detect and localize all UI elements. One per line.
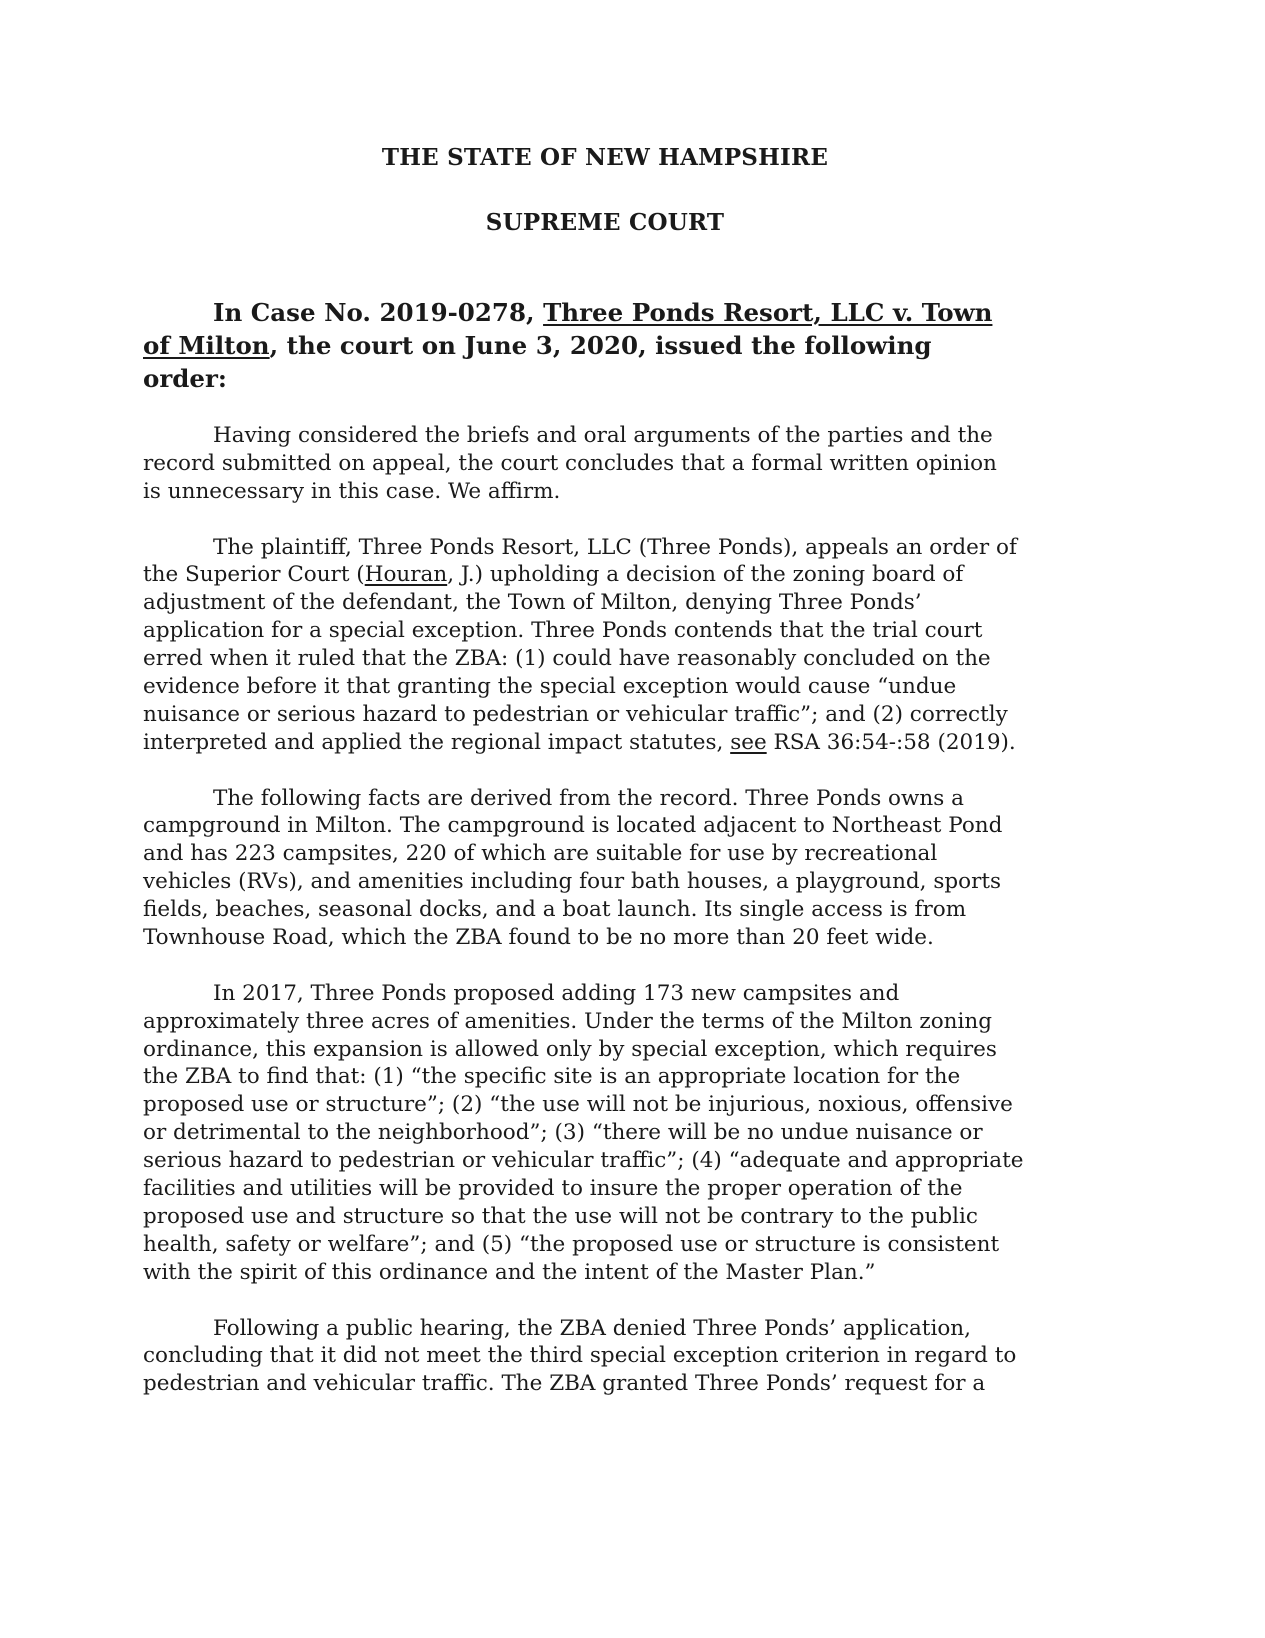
text-line xyxy=(143,1231,1023,1259)
text-line xyxy=(143,478,1023,506)
text-segment: and has 223 campsites, 220 of which are suitable for use by recreational xyxy=(143,841,938,867)
state-title: THE STATE OF NEW HAMPSHIRE xyxy=(381,144,829,171)
text-line xyxy=(143,617,1023,645)
text-line xyxy=(143,362,992,395)
text-segment: , J.) upholding a decision of the zoning board of xyxy=(447,562,964,588)
text-segment: approximately three acres of amenities. Under the terms of the Milton zoning xyxy=(143,1008,993,1034)
text-line xyxy=(143,729,1023,757)
order-body xyxy=(143,422,1023,1426)
text-line xyxy=(143,924,1023,952)
text-segment: In 2017, Three Ponds proposed adding 173 new campsites and xyxy=(213,980,900,1006)
text-line xyxy=(143,589,1023,617)
text-line xyxy=(143,701,1023,729)
text-segment: , the court on June 3, 2020, issued the following xyxy=(269,331,932,360)
text-segment: Having considered the briefs and oral arguments of the parties and the xyxy=(213,423,993,448)
text-segment: fields, beaches, seasonal docks, and a boat launch. Its single access is from xyxy=(143,897,967,923)
text-segment: ordinance, this expansion is allowed only by special exception, which requires xyxy=(143,1036,997,1062)
text-segment: proposed use and structure so that the use will not be contrary to the public xyxy=(143,1203,978,1229)
underlined-text: Three Ponds Resort, LLC v. Town xyxy=(543,298,993,327)
text-line xyxy=(143,1147,1023,1175)
text-line xyxy=(143,450,1023,478)
paragraph xyxy=(143,980,1023,1287)
text-line xyxy=(143,1036,1023,1064)
text-line xyxy=(143,1259,1023,1287)
text-segment: health, safety or welfare”; and (5) “the proposed use or structure is consistent xyxy=(143,1231,1000,1257)
case-heading xyxy=(143,296,992,395)
text-line xyxy=(143,1008,1023,1036)
text-line xyxy=(143,422,1023,450)
text-line xyxy=(143,561,1023,589)
text-segment: pedestrian and vehicular traffic. The ZBA granted Three Ponds’ request for a xyxy=(143,1371,986,1397)
text-segment: is unnecessary in this case. We affirm. xyxy=(143,478,561,504)
text-line xyxy=(143,296,992,329)
underlined-text: of Milton xyxy=(143,331,270,360)
text-line xyxy=(143,1342,1023,1370)
text-line xyxy=(143,1119,1023,1147)
text-segment: nuisance or serious hazard to pedestrian or vehicular traffic”; and (2) correctly xyxy=(143,701,1008,727)
text-line xyxy=(143,1315,1023,1343)
text-line xyxy=(143,1063,1023,1091)
text-line xyxy=(143,534,1023,562)
paragraph xyxy=(143,785,1023,952)
text-segment: Following a public hearing, the ZBA denied Three Ponds’ application, xyxy=(213,1315,971,1341)
text-segment: The plaintiff, Three Ponds Resort, LLC (Three Ponds), appeals an order of xyxy=(213,534,1017,560)
court-title: SUPREME COURT xyxy=(485,209,725,236)
text-line xyxy=(143,329,992,362)
text-segment: erred when it ruled that the ZBA: (1) could have reasonably concluded on the xyxy=(143,646,991,672)
text-segment: vehicles (RVs), and amenities including four bath houses, a playground, sports xyxy=(143,869,1002,895)
text-segment: with the spirit of this ordinance and the intent of the Master Plan.” xyxy=(143,1259,876,1285)
text-segment: application for a special exception. Three Ponds contends that the trial court xyxy=(143,618,983,644)
underlined-text: Houran xyxy=(364,562,448,588)
text-segment: In Case No. 2019-0278, xyxy=(213,298,544,327)
text-segment: serious hazard to pedestrian or vehicular traffic”; (4) “adequate and appropriate xyxy=(143,1148,1024,1174)
text-line xyxy=(143,1370,1023,1398)
text-segment: Townhouse Road, which the ZBA found to be no more than 20 feet wide. xyxy=(143,925,934,951)
text-line xyxy=(143,980,1023,1008)
text-segment: the Superior Court ( xyxy=(143,562,365,588)
paragraph xyxy=(143,422,1023,506)
text-segment: or detrimental to the neighborhood”; (3) “there will be no undue nuisance or xyxy=(143,1120,983,1146)
text-line xyxy=(143,645,1023,673)
text-segment: concluding that it did not meet the third special exception criterion in regard to xyxy=(143,1343,1017,1369)
text-segment: The following facts are derived from the record. Three Ponds owns a xyxy=(213,785,964,811)
text-segment: campground in Milton. The campground is located adjacent to Northeast Pond xyxy=(143,813,1003,839)
text-segment: proposed use or structure”; (2) “the use will not be injurious, noxious, offensive xyxy=(143,1092,1013,1118)
text-line xyxy=(143,1091,1023,1119)
text-line xyxy=(143,673,1023,701)
underlined-text: see xyxy=(730,729,767,755)
text-segment: adjustment of the defendant, the Town of Milton, denying Three Ponds’ xyxy=(143,590,922,616)
text-line xyxy=(143,1203,1023,1231)
paragraph xyxy=(143,1315,1023,1399)
text-segment: record submitted on appeal, the court concludes that a formal written opinion xyxy=(143,450,997,476)
text-segment: order: xyxy=(143,364,227,393)
text-segment: facilities and utilities will be provided to insure the proper operation of the xyxy=(143,1176,963,1202)
paragraph xyxy=(143,534,1023,757)
text-line xyxy=(143,896,1023,924)
text-segment: the ZBA to find that: (1) “the specific site is an appropriate location for the xyxy=(143,1064,961,1090)
text-segment: evidence before it that granting the special exception would cause “undue xyxy=(143,674,957,700)
text-line xyxy=(143,1175,1023,1203)
text-line xyxy=(143,840,1023,868)
text-segment: interpreted and applied the regional impact statutes, xyxy=(143,729,731,755)
text-line xyxy=(143,785,1023,813)
text-line xyxy=(143,868,1023,896)
text-line xyxy=(143,812,1023,840)
text-segment: RSA 36:54-:58 (2019). xyxy=(766,729,1016,755)
